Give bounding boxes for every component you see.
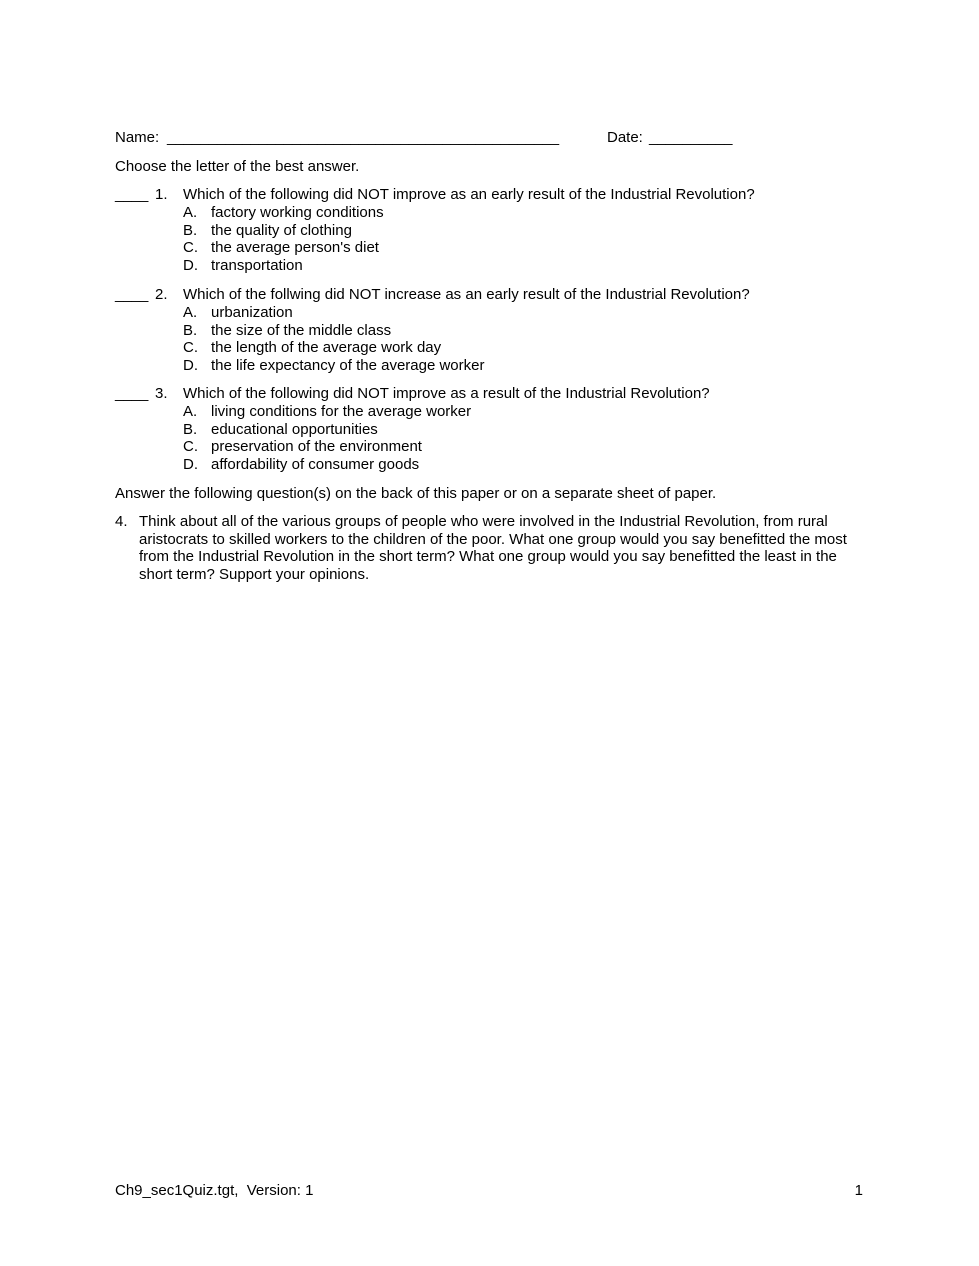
question-stem — [115, 385, 915, 403]
choice-letter: A. — [183, 403, 198, 420]
question-3 — [115, 385, 915, 474]
date-label: Date: — [607, 129, 643, 146]
question-number: 4. — [115, 513, 128, 530]
date-blank-line: __________ — [649, 129, 733, 146]
choice-text: urbanization — [211, 304, 293, 321]
choice-d — [115, 357, 915, 375]
choice-d — [115, 456, 915, 474]
choice-letter: A. — [183, 304, 198, 321]
choice-text: factory working conditions — [211, 204, 384, 221]
essay-line: Think about all of the various groups of people who were involved in the Industrial Revolution, from rural — [139, 513, 828, 530]
choice-letter: D. — [183, 257, 198, 275]
choice-a — [115, 304, 915, 322]
question-text: Which of the following did NOT improve as an early result of the Industrial Revolution? — [183, 186, 755, 203]
choice-letter: C. — [183, 339, 198, 357]
question-text: Which of the follwing did NOT increase as an early result of the Industrial Revolution? — [183, 286, 750, 303]
answer-blank: ____ — [115, 186, 149, 203]
choice-letter: D. — [183, 357, 198, 375]
question-2 — [115, 286, 915, 375]
choice-text: the life expectancy of the average worker — [211, 357, 485, 375]
question-1 — [115, 186, 915, 275]
choice-c — [115, 239, 915, 257]
choice-text: transportation — [211, 257, 303, 275]
question-number: 2. — [155, 286, 168, 303]
answer-blank: ____ — [115, 385, 149, 402]
name-label: Name: — [115, 129, 160, 146]
essay-line: from the Industrial Revolution in the short term? What one group would you say benefitted the least in the — [139, 548, 837, 566]
choice-a — [115, 204, 915, 222]
choice-b — [115, 322, 915, 340]
choice-letter: D. — [183, 456, 198, 474]
choice-d — [115, 257, 915, 275]
choice-text: preservation of the environment — [211, 438, 422, 456]
choice-text: the quality of clothing — [211, 221, 352, 239]
choice-b — [115, 421, 915, 439]
choice-letter: C. — [183, 239, 198, 257]
choice-b — [115, 222, 915, 240]
question-stem — [115, 286, 915, 304]
choice-a — [115, 403, 915, 421]
choice-text: the size of the middle class — [211, 321, 392, 339]
answer-blank: ____ — [115, 286, 149, 303]
choice-letter: B. — [183, 420, 198, 438]
choice-text: affordability of consumer goods — [211, 456, 420, 474]
name-blank-line: _______________________________________________ — [167, 129, 560, 146]
essay-question-text — [139, 513, 909, 583]
footer-file-info: Ch9_sec1Quiz.tgt, Version: 1 — [115, 1182, 314, 1199]
question-text: Which of the following did NOT improve as a result of the Industrial Revolution? — [183, 385, 710, 402]
choice-c — [115, 438, 915, 456]
question-number: 3. — [155, 385, 168, 402]
choice-c — [115, 339, 915, 357]
essay-instruction: Answer the following question(s) on the back of this paper or on a separate sheet of paper. — [115, 485, 717, 502]
essay-line: short term? Support your opinions. — [139, 565, 370, 583]
question-stem — [115, 186, 915, 204]
choice-letter: A. — [183, 204, 198, 221]
question-number: 1. — [155, 186, 168, 203]
choice-letter: C. — [183, 438, 198, 456]
essay-line: aristocrats to skilled workers to the children of the poor. What one group would you say benefitted the most — [139, 530, 847, 548]
choice-text: the average person's diet — [211, 239, 379, 257]
choice-text: the length of the average work day — [211, 339, 442, 357]
choice-text: living conditions for the average worker — [211, 403, 472, 420]
footer-page-number: 1 — [854, 1182, 863, 1199]
multiple-choice-instruction: Choose the letter of the best answer. — [115, 158, 360, 175]
choice-letter: B. — [183, 321, 198, 339]
choice-letter: B. — [183, 221, 198, 239]
choice-text: educational opportunities — [211, 420, 378, 438]
